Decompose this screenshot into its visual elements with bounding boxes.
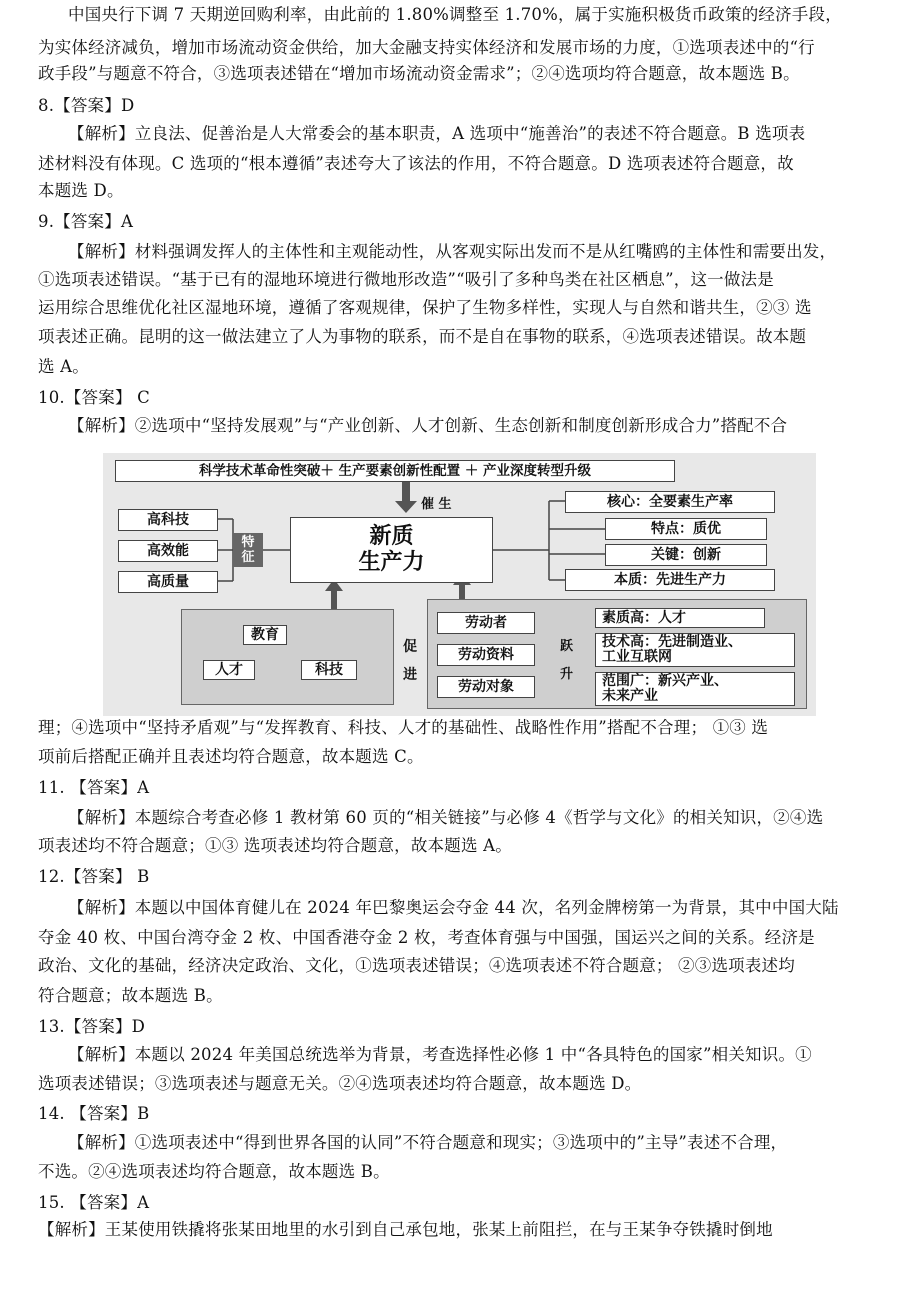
right-item-0: 核心：全要素生产率 [565, 491, 775, 513]
right-item-3: 本质：先进生产力 [565, 569, 775, 591]
cuisheng-label: 催 生 [421, 497, 452, 512]
text-line: 8.【答案】D [38, 96, 135, 115]
factor-2: 劳动对象 [437, 676, 535, 698]
yuesheng-label: 跃 升 [560, 639, 574, 682]
text-line: 为实体经济减负，增加市场流动资金供给，加大金融支持实体经济和发展市场的力度，①选项表述中的“行 [38, 38, 815, 57]
text-line: 项表述正确。昆明的这一做法建立了人为事物的联系，而不是自在事物的联系，④选项表述错误。故本题 [38, 327, 807, 346]
top-banner: 科学技术革命性突破＋ 生产要素创新性配置 ＋ 产业深度转型升级 [115, 460, 675, 482]
tezheng-box: 特 征 [233, 533, 263, 567]
text-line: 【解析】本题以中国体育健儿在 2024 年巴黎奥运会夺金 44 次，名列金牌榜第一为背景，其中中国大陆 [68, 898, 839, 917]
text-line: 符合题意；故本题选 B。 [38, 986, 223, 1005]
text-line: 12.【答案】 B [38, 867, 150, 886]
text-line: 中国央行下调 7 天期逆回购利率，由此前的 1.80%调整至 1.70%，属于实施积极货币政策的经济手段， [68, 5, 842, 24]
right-item-2: 关键：创新 [605, 544, 767, 566]
text-line: 【解析】立良法、促善治是人大常委会的基本职责，A 选项中“施善治”的表述不符合题意。B 选项表 [68, 124, 806, 143]
text-line: 项前后搭配正确并且表述均符合题意，故本题选 C。 [38, 747, 424, 766]
text-line: 14. 【答案】B [38, 1104, 150, 1123]
new-productivity-diagram [103, 453, 816, 716]
triangle-panel [181, 609, 394, 705]
factor-1: 劳动资料 [437, 644, 535, 666]
text-line: 述材料没有体现。C 选项的“根本遵循”表述夸大了该法的作用，不符合题意。D 选项表述符合题意，故 [38, 154, 794, 173]
left-item-1: 高效能 [118, 540, 218, 562]
text-line: 13.【答案】D [38, 1017, 146, 1036]
text-line: 政治、文化的基础，经济决定政治、文化，①选项表述错误；④选项表述不符合题意； ②③选项表述均 [38, 956, 795, 975]
text-line: 政手段”与题意不符合，③选项表述错在“增加市场流动资金需求”；②④选项均符合题意，故本题选 B。 [38, 64, 800, 83]
text-line: 11. 【答案】A [38, 778, 150, 797]
left-item-2: 高质量 [118, 571, 218, 593]
text-line: 运用综合思维优化社区湿地环境，遵循了客观规律，保护了生物多样性，实现人与自然和谐共生，②③ 选 [38, 298, 812, 317]
text-line: 项表述均不符合题意；①③ 选项表述均符合题意，故本题选 A。 [38, 836, 512, 855]
text-line: 选 A。 [38, 357, 89, 376]
text-line: 【解析】②选项中“坚持发展观”与“产业创新、人才创新、生态创新和制度创新形成合力”搭配不合 [68, 416, 788, 435]
text-line: 不选。②④选项表述均符合题意，故本题选 B。 [38, 1162, 390, 1181]
text-line: 夺金 40 枚、中国台湾夺金 2 枚、中国香港夺金 2 枚，考查体育强与中国强，国运兴之间的关系。经济是 [38, 928, 815, 947]
triangle-tech: 科技 [301, 660, 357, 680]
left-item-0: 高科技 [118, 509, 218, 531]
outcome-1: 技术高：先进制造业、 工业互联网 [595, 633, 795, 667]
outcome-2: 范围广：新兴产业、 未来产业 [595, 672, 795, 706]
text-line: 10.【答案】 C [38, 388, 150, 407]
text-line: 本题选 D。 [38, 181, 124, 200]
text-line: 【解析】材料强调发挥人的主体性和主观能动性，从客观实际出发而不是从红嘴鸥的主体性和需要出发， [68, 242, 837, 261]
cujin-label: 促 进 [403, 639, 417, 683]
triangle-talent: 人才 [203, 660, 255, 680]
text-line: 【解析】①选项表述中“得到世界各国的认同”不符合题意和现实；③选项中的”主导”表述不合理， [68, 1133, 788, 1152]
right-item-1: 特点：质优 [605, 518, 767, 540]
text-line: 9.【答案】A [38, 212, 134, 231]
text-line: 【解析】王某使用铁撬将张某田地里的水引到自己承包地，张某上前阻拦，在与王某争夺铁撬时倒地 [38, 1220, 773, 1239]
text-line: ①选项表述错误。“基于已有的湿地环境进行微地形改造”“吸引了多种鸟类在社区栖息”，这一做法是 [38, 270, 774, 289]
triangle-edu: 教育 [243, 625, 287, 645]
text-line: 15. 【答案】A [38, 1193, 150, 1212]
text-line: 【解析】本题以 2024 年美国总统选举为背景，考查选择性必修 1 中“各具特色的国家”相关知识。① [68, 1045, 812, 1064]
text-line: 选项表述错误；③选项表述与题意无关。②④选项表述均符合题意，故本题选 D。 [38, 1074, 642, 1093]
center-box: 新质 生产力 [290, 517, 493, 583]
text-line: 理；④选项中“坚持矛盾观”与“发挥教育、科技、人才的基础性、战略性作用”搭配不合理； ①③ 选 [38, 718, 769, 737]
factor-0: 劳动者 [437, 612, 535, 634]
text-line: 【解析】本题综合考查必修 1 教材第 60 页的“相关链接”与必修 4《哲学与文化》的相关知识，②④选 [68, 808, 824, 827]
outcome-0: 素质高：人才 [595, 608, 765, 628]
